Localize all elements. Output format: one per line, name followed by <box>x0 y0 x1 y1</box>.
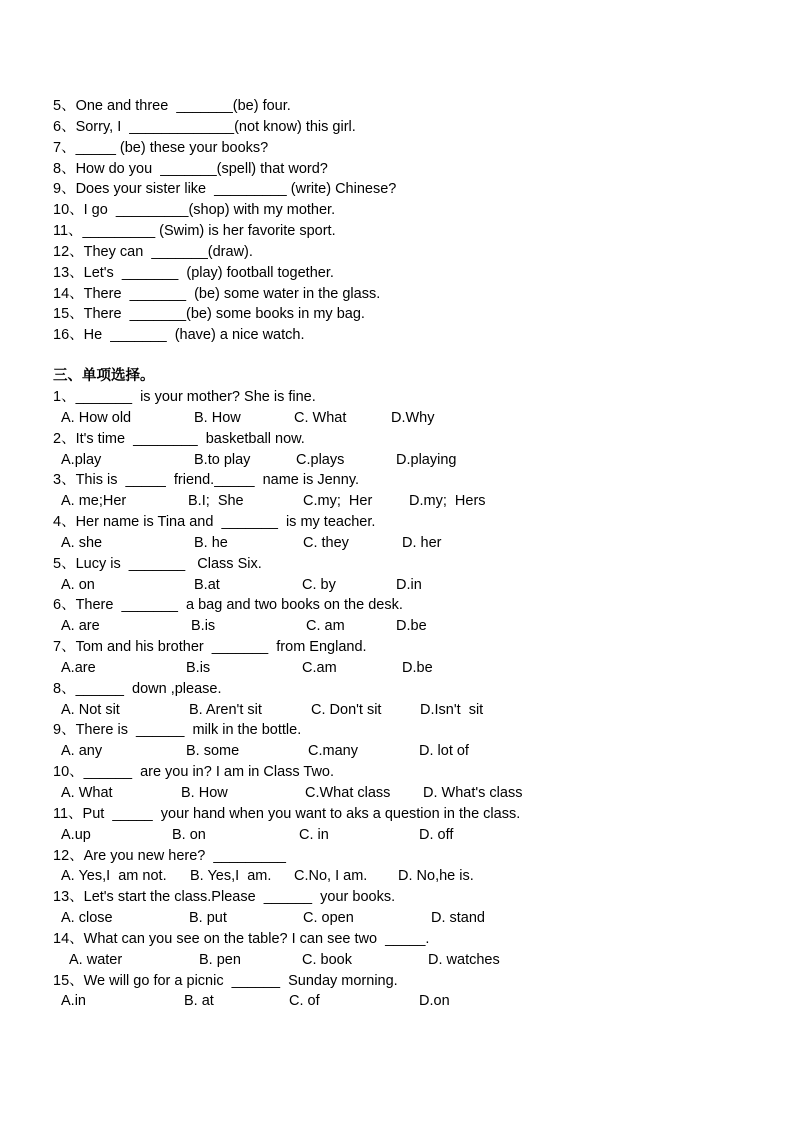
mc-options-row <box>53 950 753 971</box>
mc-question: 1、_______ is your mother? She is fine. <box>53 388 316 405</box>
mc-options-row <box>53 825 753 846</box>
mc-option: C. book <box>302 951 352 968</box>
mc-option: A. close <box>61 910 113 927</box>
mc-option: B. How <box>181 785 228 801</box>
mc-options-row <box>53 783 753 804</box>
mc-question: 12、Are you new here? _________ <box>53 847 286 864</box>
mc-option: D. What's class <box>423 785 523 801</box>
mc-option: D. stand <box>431 910 485 927</box>
mc-question: 7、Tom and his brother _______ from England. <box>53 639 367 656</box>
fill-in-question: 8、How do you _______(spell) that word? <box>53 160 328 177</box>
mc-options-row <box>53 700 753 721</box>
mc-option: B.to play <box>194 451 251 468</box>
mc-option: C.my; Her <box>303 493 373 510</box>
mc-options-row <box>53 575 753 596</box>
mc-question: 8、______ down ,please. <box>53 680 222 697</box>
mc-option: B. Aren't sit <box>189 701 262 718</box>
mc-options-row <box>53 991 753 1012</box>
mc-option: D. No,he is. <box>398 868 474 885</box>
mc-option: B. at <box>184 993 214 1010</box>
mc-option: B. on <box>172 826 206 843</box>
mc-option: A. How old <box>61 409 132 426</box>
mc-option: C. What <box>294 409 347 426</box>
mc-option: B.is <box>186 659 211 676</box>
mc-question: 2、It's time ________ basketball now. <box>53 430 305 447</box>
fill-in-question: 11、_________ (Swim) is her favorite sport. <box>53 223 336 240</box>
mc-question: 4、Her name is Tina and _______ is my teacher. <box>53 514 376 531</box>
mc-option: C. open <box>303 910 354 927</box>
mc-options-row <box>53 533 753 554</box>
mc-option: B. some <box>186 743 240 760</box>
mc-options-row <box>53 658 753 679</box>
mc-option: A. Yes,I am not. <box>61 868 167 885</box>
fill-in-question: 14、There _______ (be) some water in the glass. <box>53 285 381 302</box>
multiple-choice-section <box>53 387 753 1012</box>
mc-option: A.play <box>61 451 102 468</box>
mc-option: A. on <box>61 576 95 593</box>
mc-question: 9、There is ______ milk in the bottle. <box>53 722 302 739</box>
mc-question: 10、______ are you in? I am in Class Two. <box>53 764 335 781</box>
mc-option: C.plays <box>296 451 345 468</box>
mc-option: A.are <box>61 659 96 676</box>
mc-question: 3、This is _____ friend._____ name is Jenny. <box>53 472 360 489</box>
worksheet <box>53 96 753 1012</box>
mc-options-row <box>53 450 753 471</box>
mc-option: D.Isn't sit <box>420 701 484 718</box>
mc-option: C. by <box>302 576 336 593</box>
mc-question: 14、What can you see on the table? I can see two _____. <box>53 930 430 947</box>
fill-in-question: 13、Let's _______ (play) football together. <box>53 264 334 281</box>
mc-option: D. her <box>402 534 442 551</box>
mc-option: A.in <box>61 993 86 1010</box>
mc-question: 11、Put _____ your hand when you want to aks a question in the class. <box>53 805 521 822</box>
mc-question: 6、There _______ a bag and two books on the desk. <box>53 597 403 614</box>
mc-option: D. off <box>419 826 454 843</box>
mc-option: B. pen <box>199 951 241 968</box>
fill-in-question: 12、They can _______(draw). <box>53 243 253 260</box>
mc-option: A. What <box>61 785 113 801</box>
mc-option: C.am <box>302 659 337 676</box>
mc-option: A. she <box>61 534 103 551</box>
fill-in-question: 16、He _______ (have) a nice watch. <box>53 327 305 344</box>
mc-option: A. me;Her <box>61 493 127 510</box>
mc-option: C. they <box>303 534 349 551</box>
mc-option: B.at <box>194 576 220 593</box>
mc-options-row <box>53 866 753 887</box>
mc-option: D.playing <box>396 451 457 468</box>
mc-option: D.be <box>402 659 433 676</box>
section-heading: 三、单项选择。 <box>53 368 155 385</box>
mc-option: C. of <box>289 993 320 1010</box>
mc-option: C. in <box>299 826 329 843</box>
mc-option: A. Not sit <box>61 701 120 718</box>
fill-in-question: 10、I go _________(shop) with my mother. <box>53 202 336 219</box>
mc-options-row <box>53 408 753 429</box>
mc-option: B.is <box>191 618 216 635</box>
fill-in-question: 9、Does your sister like _________ (write) Chinese? <box>53 181 397 198</box>
mc-option: D. lot of <box>419 743 469 760</box>
mc-option: B. put <box>189 910 227 927</box>
mc-option: A. are <box>61 618 100 635</box>
mc-option: D.my; Hers <box>409 493 486 510</box>
mc-question: 5、Lucy is _______ Class Six. <box>53 555 262 572</box>
fill-in-question: 6、Sorry, I _____________(not know) this girl. <box>53 118 356 135</box>
mc-options-row <box>53 741 753 762</box>
mc-option: C.No, I am. <box>294 868 368 885</box>
mc-option: B. How <box>194 409 241 426</box>
mc-option: B.I; She <box>188 493 244 510</box>
fill-in-question: 5、One and three _______(be) four. <box>53 98 291 114</box>
mc-option: D.in <box>396 576 422 593</box>
fill-in-question: 7、_____ (be) these your books? <box>53 139 269 156</box>
mc-option: C. Don't sit <box>311 701 382 718</box>
mc-option: D.be <box>396 618 427 635</box>
mc-options-row <box>53 616 753 637</box>
mc-options-row <box>53 491 753 512</box>
mc-question: 15、We will go for a picnic ______ Sunday morning. <box>53 972 398 989</box>
mc-question: 13、Let's start the class.Please ______ your books. <box>53 889 396 906</box>
mc-option: C. am <box>306 618 345 635</box>
section-gap <box>53 346 753 366</box>
mc-option: C.many <box>308 743 358 760</box>
mc-option: B. Yes,I am. <box>190 868 272 885</box>
mc-option: B. he <box>194 534 228 551</box>
mc-option: A. water <box>69 951 123 968</box>
fill-in-question: 15、There _______(be) some books in my bag. <box>53 306 365 323</box>
fill-in-section <box>53 96 753 346</box>
mc-option: D.on <box>419 993 450 1010</box>
mc-option: A.up <box>61 826 91 843</box>
mc-option: C.What class <box>305 785 391 801</box>
mc-option: A. any <box>61 743 103 760</box>
mc-options-row <box>53 908 753 929</box>
mc-option: D. watches <box>428 951 500 968</box>
mc-option: D.Why <box>391 409 435 426</box>
